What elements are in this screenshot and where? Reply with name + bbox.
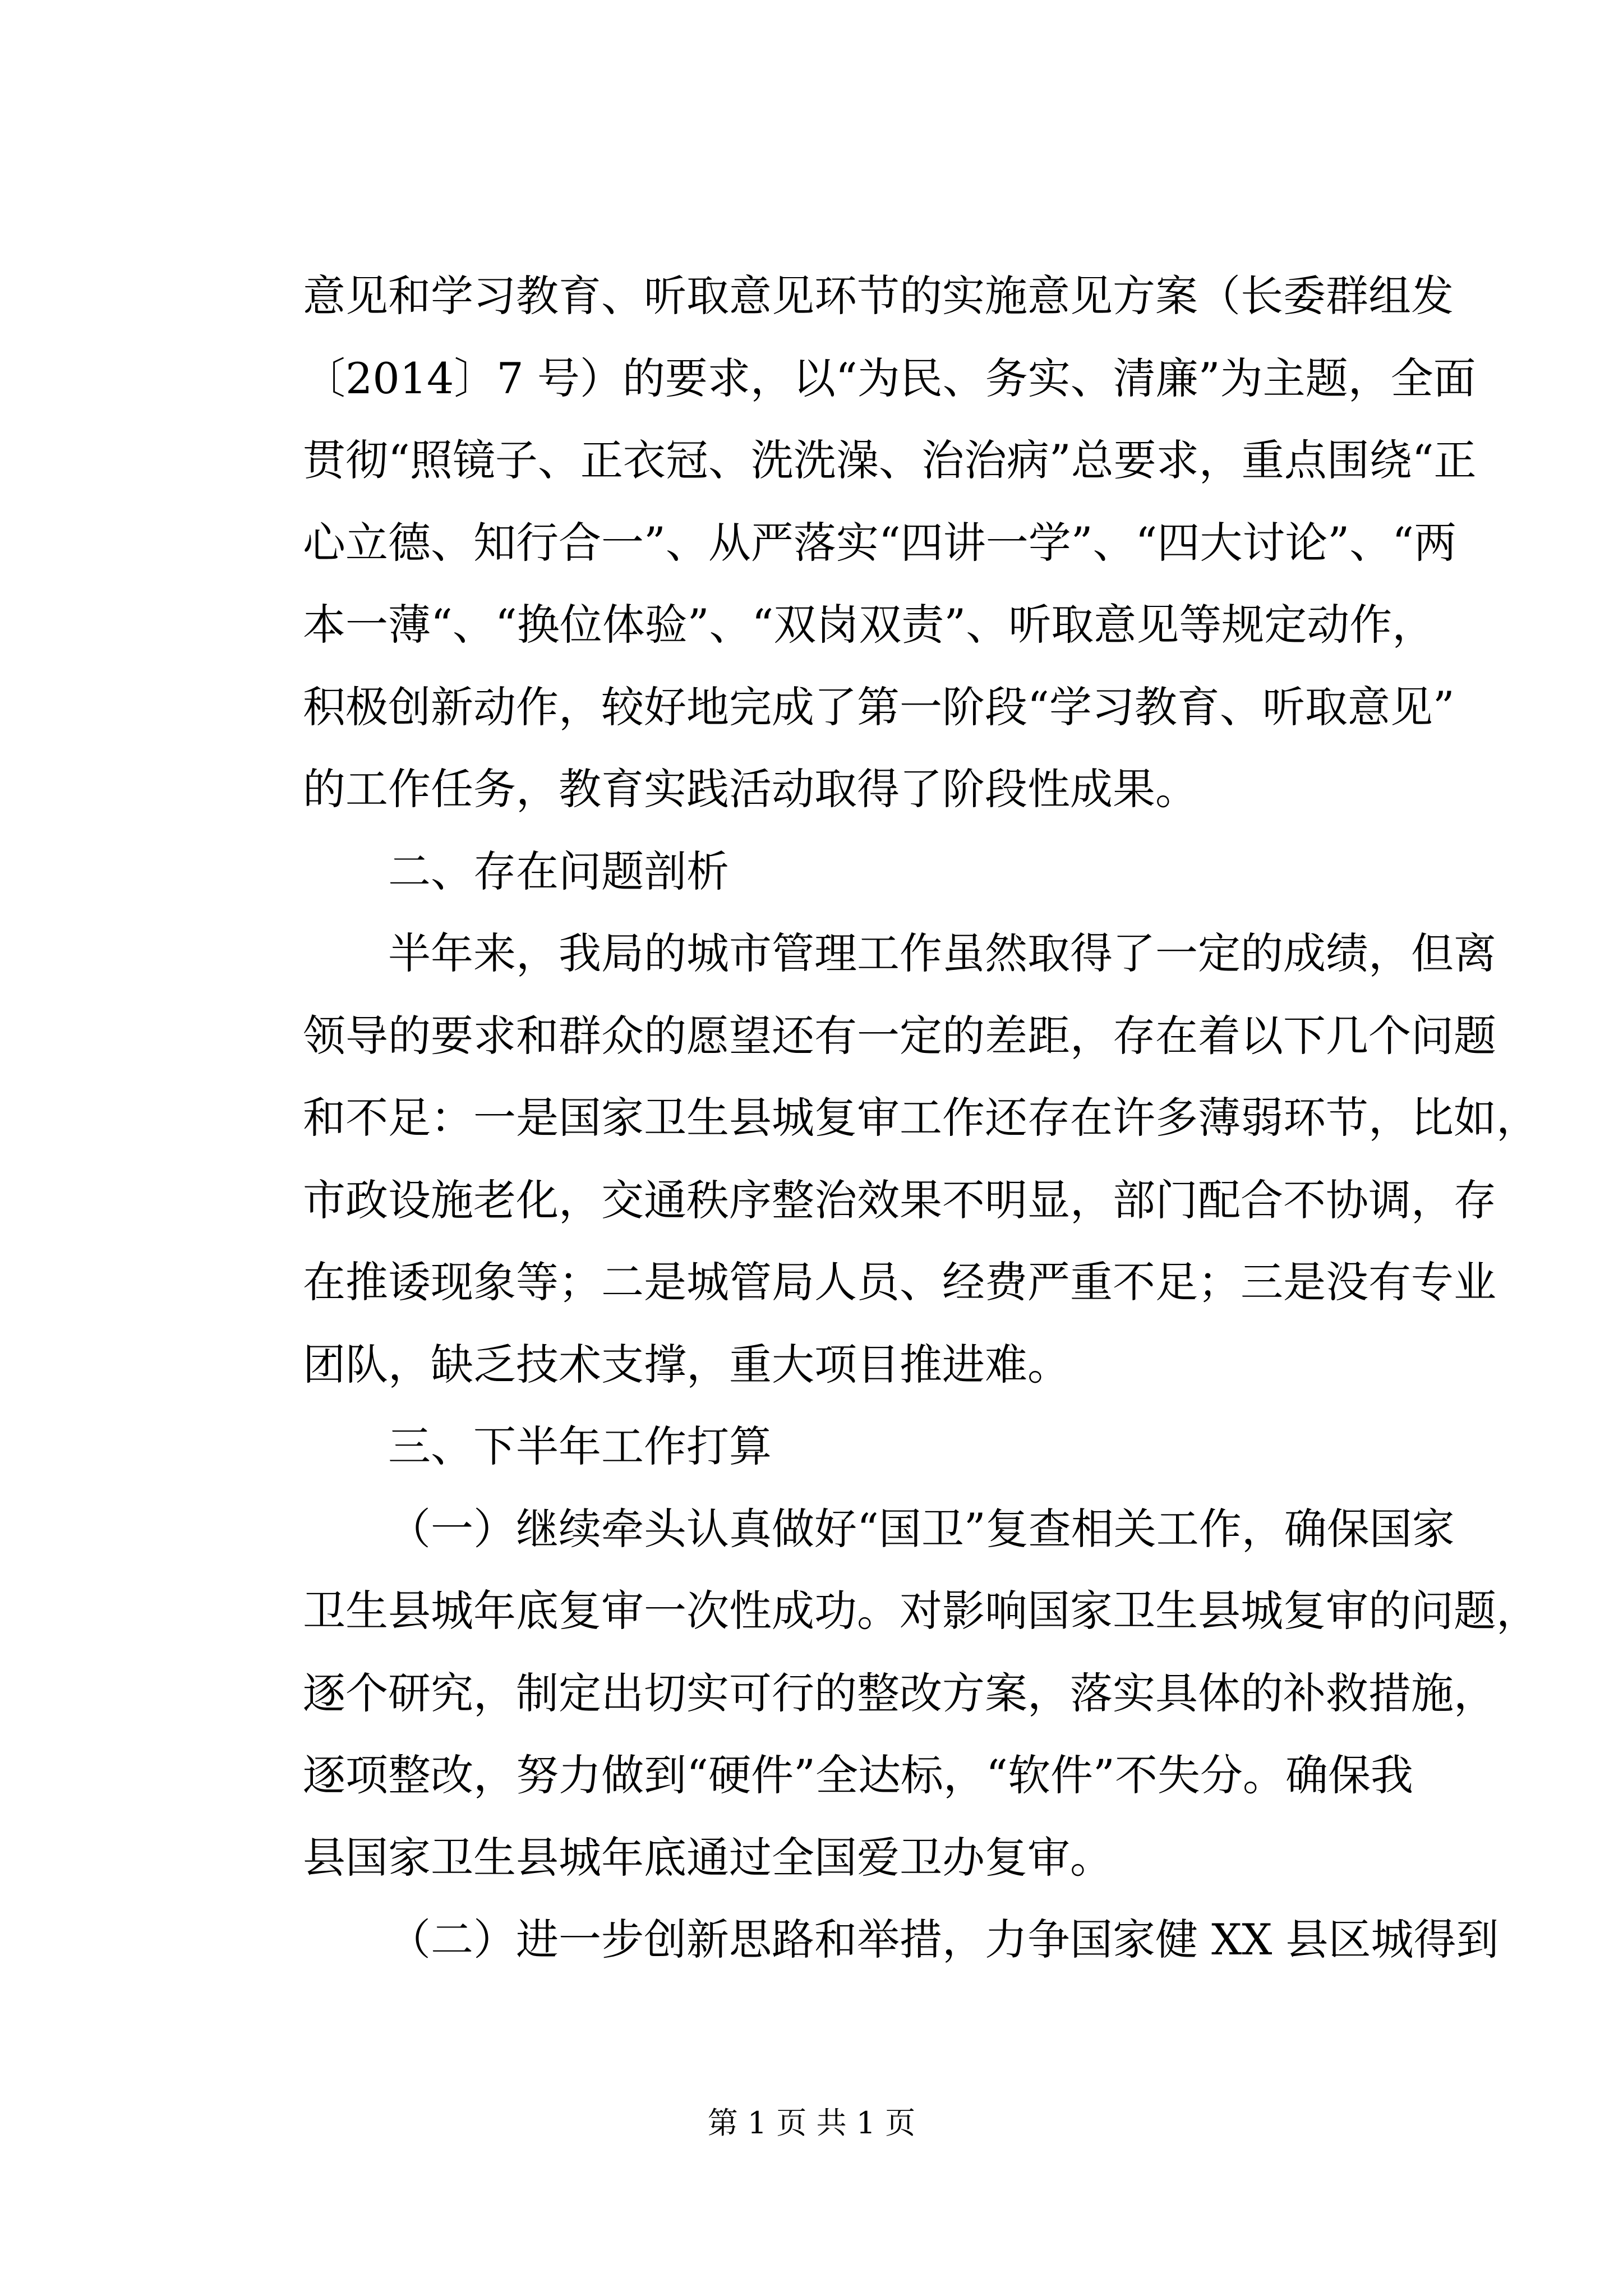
text-line-20: 县国家卫生县城年底通过全国爱卫办复审。	[303, 1832, 1113, 1883]
text-line-13: 在推诿现象等；二是城管局人员、经费严重不足；三是没有专业	[303, 1257, 1496, 1307]
text-line-12: 市政设施老化，交通秩序整治效果不明显，部门配合不协调，存	[303, 1175, 1496, 1225]
text-line-10: 领导的要求和群众的愿望还有一定的差距，存在着以下几个问题	[303, 1010, 1496, 1061]
text-line-11: 和不足：一是国家卫生县城复审工作还存在许多薄弱环节，比如，	[303, 1093, 1539, 1143]
text-line-1: 意见和学习教育、听取意见环节的实施意见方案（长委群组发	[303, 271, 1454, 321]
text-line-17: 卫生县城年底复审一次性成功。对影响国家卫生县城复审的问题，	[303, 1586, 1539, 1636]
text-line-5: 本一薄“、“换位体验”、“双岗双责”、听取意见等规定动作，	[303, 600, 1435, 650]
text-line-2: 〔2014〕7 号）的要求，以“为民、务实、清廉”为主题，全面	[303, 353, 1476, 403]
text-line-4: 心立德、知行合一”、从严落实“四讲一学”、“四大讨论”、“两	[303, 517, 1457, 568]
section-heading-3: 三、下半年工作打算	[388, 1421, 772, 1471]
text-line-18: 逐个研究，制定出切实可行的整改方案，落实具体的补救措施，	[303, 1668, 1496, 1718]
text-line-7: 的工作任务，教育实践活动取得了阶段性成果。	[303, 764, 1198, 814]
text-line-14: 团队，缺乏技术支撑，重大项目推进难。	[303, 1339, 1070, 1389]
text-line-9: 半年来，我局的城市管理工作虽然取得了一定的成绩，但离	[388, 928, 1496, 978]
document-body	[303, 255, 1539, 1981]
page-footer: 第 1 页 共 1 页	[707, 2105, 916, 2141]
text-line-19: 逐项整改，努力做到“硬件”全达标，“软件”不失分。确保我	[303, 1750, 1413, 1800]
text-line-16: （一）继续牵头认真做好“国卫”复查相关工作，确保国家	[388, 1503, 1455, 1554]
text-line-6: 积极创新动作，较好地完成了第一阶段“学习教育、听取意见”	[303, 682, 1455, 732]
section-heading-2: 二、存在问题剖析	[388, 846, 729, 896]
text-line-21: （二）进一步创新思路和举措，力争国家健 XX 县区城得到	[388, 1915, 1499, 1964]
text-line-3: 贯彻“照镜子、正衣冠、洗洗澡、治治病”总要求，重点围绕“正	[303, 435, 1477, 485]
